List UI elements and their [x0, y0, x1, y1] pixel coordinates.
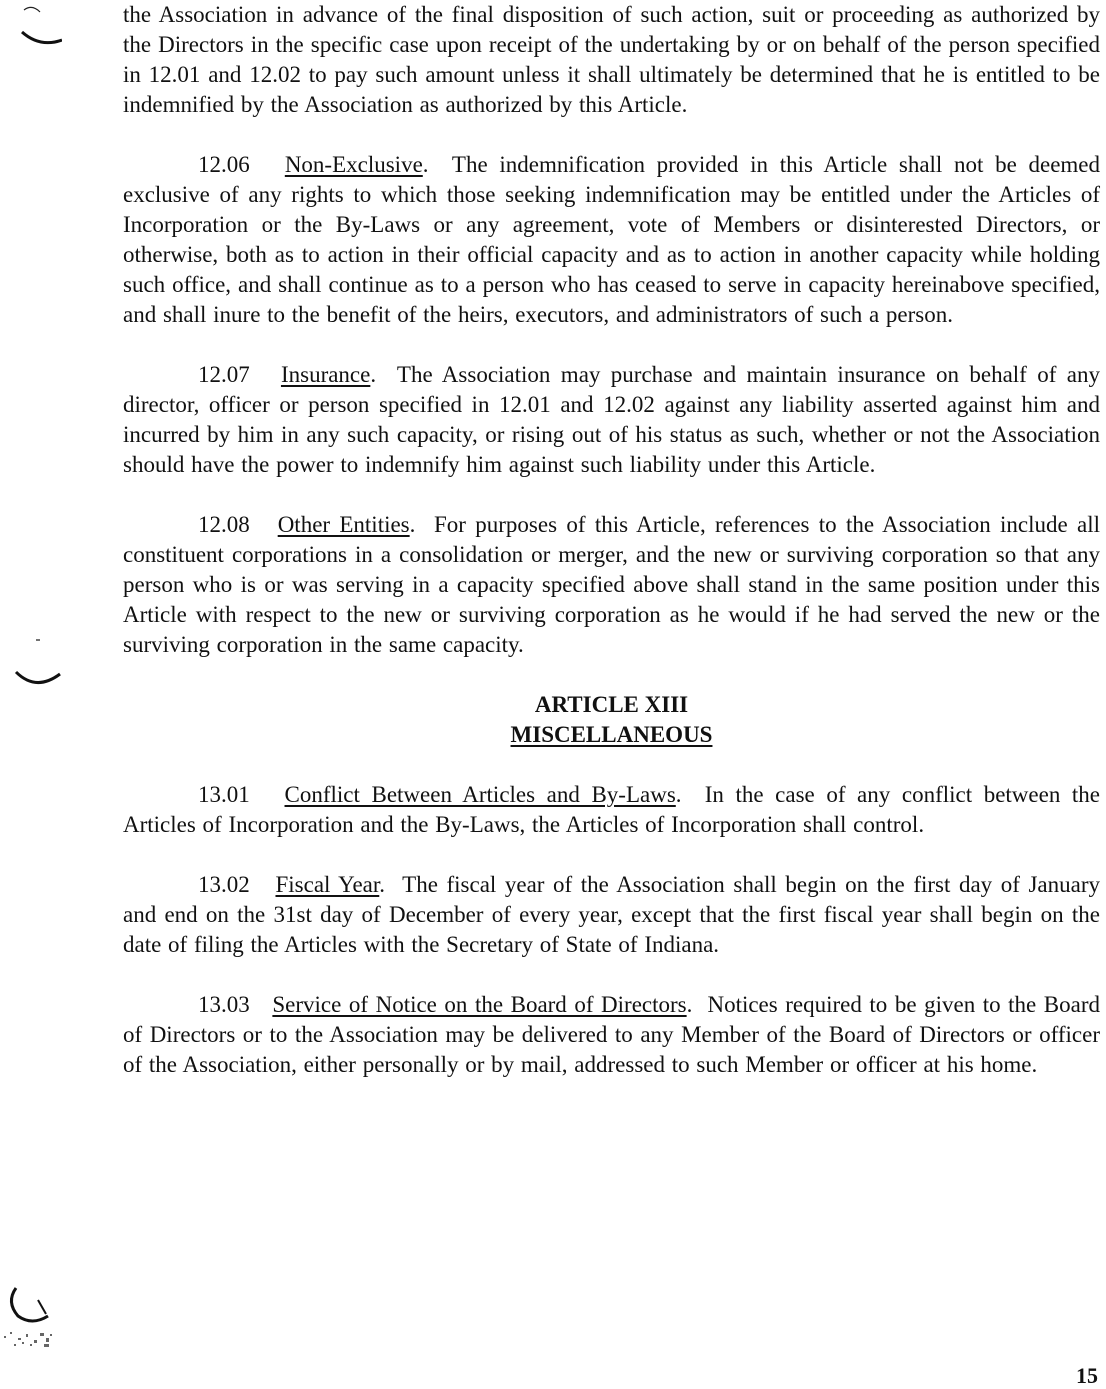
section-12-07: 12.07 Insurance. The Association may purchase and maintain insurance on behalf of any director, officer or person specified in 12.01 and 12.02 against any liability asserted against him and incurred by him in any such capacity, or rising out of his status as such, whether or not the Association should have the power to indemnify him against such liability under this Article. [123, 362, 1100, 477]
page-number: 15 [1076, 1363, 1098, 1388]
section-text: The indemnification provided in this Article shall not be deemed exclusive of any rights to which those seeking indemnification may be entitled under the Articles of Incorporation or the By-Laws or any agreement, vote of Members or disinterested Directors, or otherwise, both as to action in their official capacity and as to action in another capacity while holding such office, and shall continue as to a person who has ceased to serve in capacity hereinabove specified, and shall inure to the benefit of the heirs, executors, and administrators of such a person. [123, 152, 1100, 327]
section-text: In the case of any conflict between the Articles of Incorporation and the By-Laws, the Articles of Incorporation shall control. [123, 782, 1100, 837]
section-number: 12.06 [198, 152, 250, 177]
article-title: ARTICLE XIII [534, 692, 689, 717]
section-12-06: 12.06 Non-Exclusive. The indemnification provided in this Article shall not be deemed exclusive of any rights to which those seeking indemnification may be entitled under the Articles of Incorporation or the By-Laws or any agreement, vote of Members or disinterested Directors, or otherwise, both as to action in their official capacity and as to action in another capacity while holding such office, and shall continue as to a person who has ceased to serve in capacity hereinabove specified, and shall inure to the benefit of the heirs, executors, and administrators of such a person. [123, 152, 1100, 327]
section-text: The Association may purchase and maintain insurance on behalf of any director, officer or person specified in 12.01 and 12.02 against any liability asserted against him and incurred by him in any such capacity, or rising out of his status as such, whether or not the Association should have the power to indemnify him against such liability under this Article. [123, 362, 1100, 477]
section-text: Notices required to be given to the Board of Directors or to the Association may be delivered to any Member of the Board of Directors or officer of the Association, either personally or by mail, addressed to such Member or officer at his home. [123, 992, 1101, 1077]
section-13-03: 13.03 Service of Notice on the Board of Directors. Notices required to be given to the Board of Directors or to the Association may be delivered to any Member of the Board of Directors or officer of the Association, either personally or by mail, addressed to such Member or officer at his home. [123, 992, 1101, 1077]
binder-hole-mark-icon [2, 632, 62, 692]
continuation-paragraph: the Association in advance of the final disposition of such action, suit or proceeding as authorized by the Directors in the specific case upon receipt of the undertaking by or on behalf of the person specified in 12.01 and 12.02 to pay such amount unless it shall ultimately be determined that he is entitled to be indemnified by the Association as authorized by this Article. [123, 2, 1100, 117]
section-number: 12.07 [198, 362, 250, 387]
binder-hole-mark-icon [2, 1280, 62, 1330]
section-heading: Fiscal Year [275, 872, 380, 897]
section-12-08: 12.08 Other Entities. For purposes of this Article, references to the Association include all constituent corporations in a consolidation or merger, and the new or surviving corporation so that any person who is or was serving in a capacity specified above shall stand in the same position under this Article with respect to the new or surviving corporation as he would if he had served the new or the surviving corporation in the same capacity. [123, 512, 1101, 657]
section-heading: Non-Exclusive [284, 152, 423, 177]
section-13-02: 13.02 Fiscal Year. The fiscal year of the Association shall begin on the first day of January and end on the 31st day of December of every year, except that the first fiscal year shall begin on the date of filing the Articles with the Secretary of State of Indiana. [123, 872, 1100, 957]
section-heading: Conflict Between Articles and By-Laws [284, 782, 676, 807]
section-heading: Other Entities [277, 512, 410, 537]
document-page [123, 0, 1100, 1110]
section-text: For purposes of this Article, references to the Association include all constituent corporations in a consolidation or merger, and the new or surviving corporation so that any person who is or was serving in a capacity specified above shall stand in the same position under this Article with respect to the new or surviving corporation as he would if he had served the new or the surviving corporation in the same capacity. [123, 512, 1101, 657]
section-heading: Service of Notice on the Board of Directors [272, 992, 687, 1017]
section-13-01: 13.01 Conflict Between Articles and By-Laws. In the case of any conflict between the Articles of Incorporation and the By-Laws, the Articles of Incorporation shall control. [123, 782, 1100, 837]
section-heading: Insurance [280, 362, 371, 387]
section-number: 13.03 [198, 992, 250, 1017]
binder-hole-mark-icon [2, 2, 62, 52]
section-number: 12.08 [198, 512, 250, 537]
article-heading [123, 690, 1100, 750]
article-subtitle: MISCELLANEOUS [510, 722, 713, 747]
section-number: 13.02 [198, 872, 250, 897]
scan-noise-speck-icon [0, 1328, 55, 1350]
section-text: The fiscal year of the Association shall begin on the first day of January and end on the 31st day of December of every year, except that the first fiscal year shall begin on the date of filing the Articles with the Secretary of State of Indiana. [123, 872, 1100, 957]
section-number: 13.01 [198, 782, 250, 807]
